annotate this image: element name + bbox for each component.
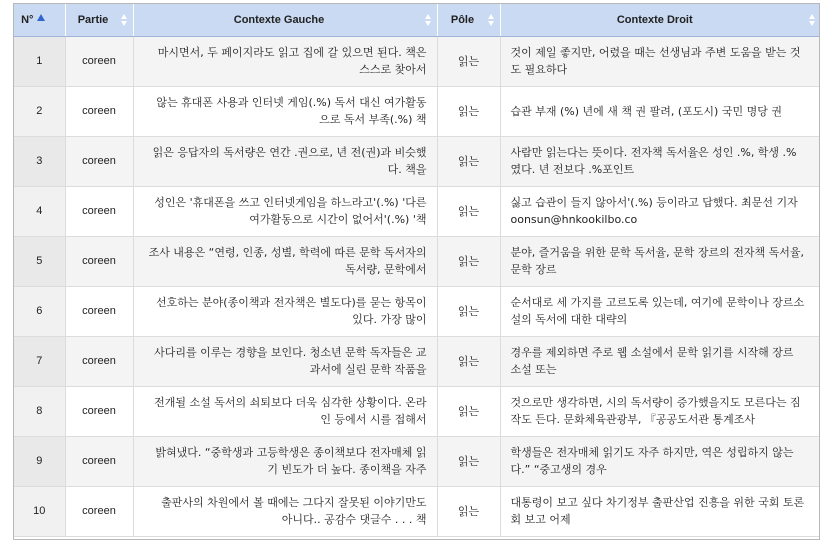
table-row <box>14 136 820 186</box>
cell-contexte-gauche: 않는 휴대폰 사용과 인터넷 게임(.%) 독서 대신 여가활동으로 독서 부족(.%) 책 <box>133 86 437 136</box>
cell-partie: coreen <box>65 186 133 236</box>
cell-no: 7 <box>14 336 65 386</box>
cell-pole: 읽는 <box>437 486 500 536</box>
header-row <box>14 4 820 36</box>
cell-pole: 읽는 <box>437 36 500 86</box>
table-row <box>14 336 820 386</box>
cell-partie: coreen <box>65 236 133 286</box>
column-header-no-label: N° <box>21 13 34 26</box>
cell-contexte-droit: 학생들은 전자매체 읽기도 자주 하지만, 역은 성립하지 않는다.” “중고생의 경우 <box>500 436 820 486</box>
cell-contexte-gauche: 선호하는 분야(종이책과 전자책은 별도다)를 묻는 항목이 있다. 가장 많이 <box>133 286 437 336</box>
table-row <box>14 486 820 536</box>
cell-contexte-gauche: 조사 내용은 “연령, 인종, 성별, 학력에 따른 문학 독서자의 독서량, 문학에서 <box>133 236 437 286</box>
cell-contexte-droit: 대통령이 보고 싶다 차기정부 출판산업 진흥을 위한 국회 토론회 보고 어제 <box>500 486 820 536</box>
cell-pole: 읽는 <box>437 136 500 186</box>
cell-contexte-gauche: 마시면서, 두 페이지라도 읽고 집에 갈 있으면 된다. 책은 스스로 찾아서 <box>133 36 437 86</box>
cell-no: 10 <box>14 486 65 536</box>
cell-pole: 읽는 <box>437 386 500 436</box>
cell-partie: coreen <box>65 286 133 336</box>
sort-ascending-icon <box>37 14 45 21</box>
column-header-no[interactable] <box>14 4 65 36</box>
table-row <box>14 386 820 436</box>
column-header-contexte-gauche[interactable] <box>133 4 437 36</box>
cell-partie: coreen <box>65 486 133 536</box>
sort-both-icon <box>121 14 128 26</box>
cell-contexte-droit: 순서대로 세 가지를 고르도록 있는데, 여기에 문학이나 장르소설의 독서에 대한 대략의 <box>500 286 820 336</box>
column-header-pole-label: Pôle <box>450 13 475 26</box>
table-row <box>14 86 820 136</box>
cell-contexte-droit: 것이 제일 좋지만, 어렸을 때는 선생님과 주변 도움을 받는 것도 필요하다 <box>500 36 820 86</box>
cell-pole: 읽는 <box>437 286 500 336</box>
cell-partie: coreen <box>65 386 133 436</box>
cell-no: 3 <box>14 136 65 186</box>
cell-contexte-gauche: 출판사의 차원에서 볼 때에는 그다지 잘못된 이야기만도 아니다.. 공감수 댓글수 . . . 책 <box>133 486 437 536</box>
cell-partie: coreen <box>65 336 133 386</box>
cell-contexte-droit: 사람만 읽는다는 뜻이다. 전자책 독서율은 성인 .%, 학생 .%였다. 년 전보다 .%포인트 <box>500 136 820 186</box>
concordance-table <box>14 4 820 537</box>
column-header-contexte-droit-label: Contexte Droit <box>616 13 693 26</box>
cell-no: 8 <box>14 386 65 436</box>
table-row <box>14 186 820 236</box>
cell-contexte-gauche: 성인은 '휴대폰을 쓰고 인터넷게임을 하느라고'(.%) '다른 여가활동으로 시간이 없어서'(.%) '책 <box>133 186 437 236</box>
sort-both-icon <box>488 14 495 26</box>
concordance-table-container <box>13 3 820 540</box>
cell-no: 1 <box>14 36 65 86</box>
table-row <box>14 286 820 336</box>
column-header-partie-label: Partie <box>77 13 109 26</box>
cell-partie: coreen <box>65 36 133 86</box>
cell-partie: coreen <box>65 136 133 186</box>
sort-both-icon <box>809 14 816 26</box>
cell-pole: 읽는 <box>437 236 500 286</box>
table-row <box>14 236 820 286</box>
cell-contexte-gauche: 사다리를 이루는 경향을 보인다. 청소년 문학 독자들은 교과서에 실린 문학 작품을 <box>133 336 437 386</box>
cell-contexte-droit: 분야, 즐거움을 위한 문학 독서율, 문학 장르의 전자책 독서율, 문학 장르 <box>500 236 820 286</box>
cell-no: 6 <box>14 286 65 336</box>
cell-partie: coreen <box>65 86 133 136</box>
cell-partie: coreen <box>65 436 133 486</box>
cell-contexte-droit: 것으로만 생각하면, 시의 독서량이 증가했을지도 모른다는 짐작도 든다. 문화체육관광부, 『공공도서관 통계조사 <box>500 386 820 436</box>
column-header-contexte-droit[interactable] <box>500 4 820 36</box>
cell-contexte-droit: 습관 부재 (%) 년에 새 책 권 팔려, (포도시) 국민 명당 권 <box>500 86 820 136</box>
table-row <box>14 436 820 486</box>
cell-no: 5 <box>14 236 65 286</box>
cell-no: 4 <box>14 186 65 236</box>
cell-pole: 읽는 <box>437 436 500 486</box>
cell-contexte-gauche: 전개될 소설 독서의 쇠퇴보다 더욱 심각한 상황이다. 온라인 등에서 시를 접해서 <box>133 386 437 436</box>
column-header-contexte-gauche-label: Contexte Gauche <box>233 13 325 26</box>
cell-pole: 읽는 <box>437 86 500 136</box>
cell-contexte-gauche: 밝혀냈다. “중학생과 고등학생은 종이책보다 전자매체 읽기 빈도가 더 높다. 종이책을 자주 <box>133 436 437 486</box>
cell-no: 9 <box>14 436 65 486</box>
cell-pole: 읽는 <box>437 186 500 236</box>
cell-pole: 읽는 <box>437 336 500 386</box>
cell-contexte-droit: 싫고 습관이 들지 않아서'(.%) 등이라고 답했다. 최문선 기자 oonsun@hnkookilbo.co <box>500 186 820 236</box>
table-row <box>14 36 820 86</box>
column-header-partie[interactable] <box>65 4 133 36</box>
column-header-pole[interactable] <box>437 4 500 36</box>
cell-contexte-droit: 경우를 제외하면 주로 웹 소설에서 문학 읽기를 시작해 장르 소설 또는 <box>500 336 820 386</box>
cell-no: 2 <box>14 86 65 136</box>
cell-contexte-gauche: 읽은 응답자의 독서량은 연간 .권으로, 년 전(권)과 비슷했다. 책을 <box>133 136 437 186</box>
sort-both-icon <box>425 14 432 26</box>
